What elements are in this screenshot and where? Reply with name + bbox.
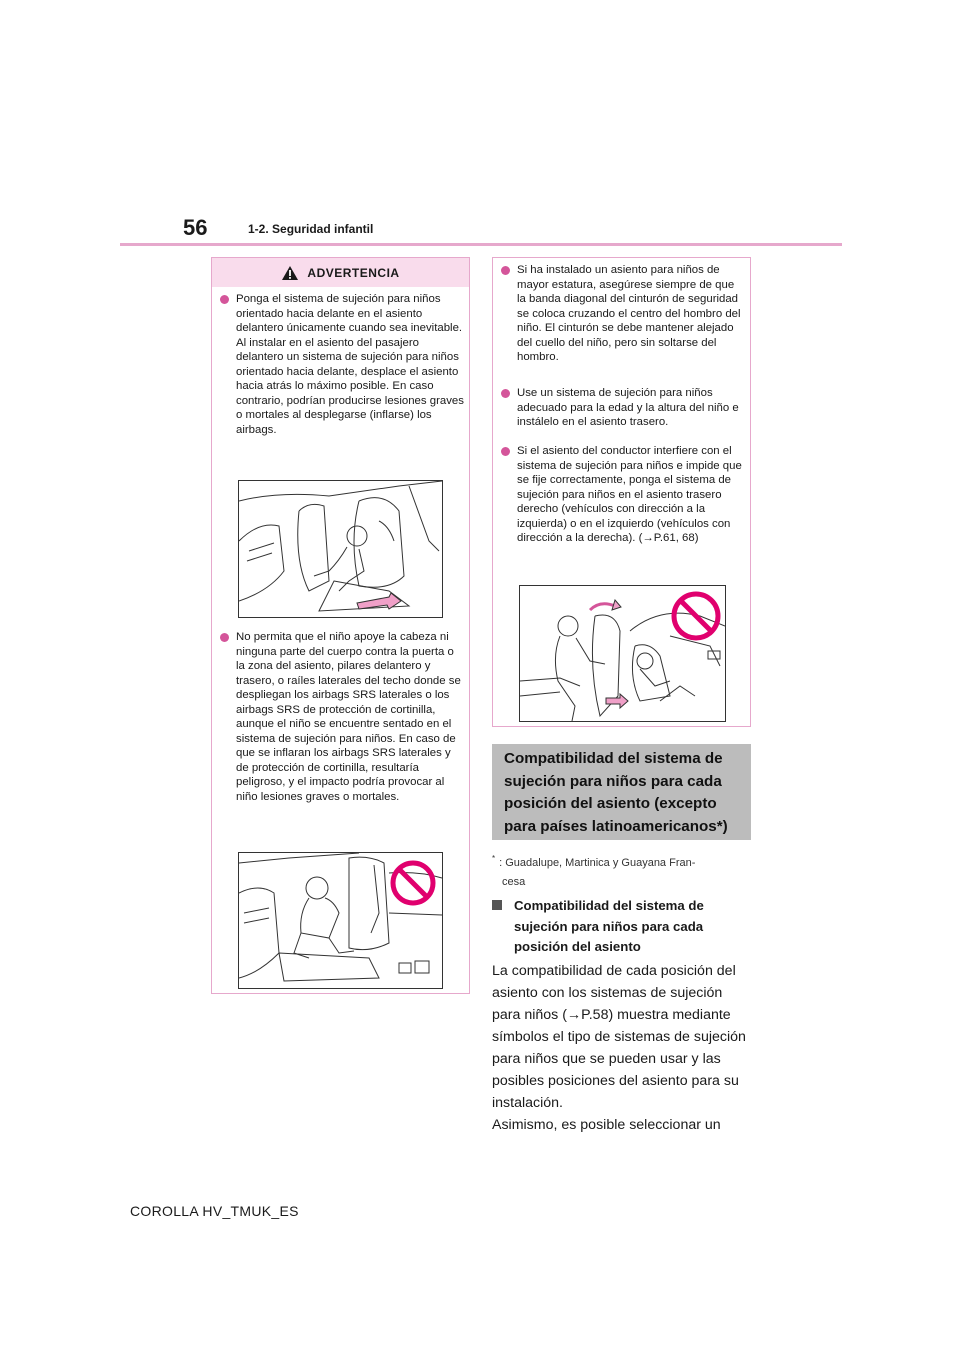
footnote (492, 849, 754, 892)
footnote-text-cont: cesa (502, 875, 526, 888)
warning-item-5 (501, 444, 745, 546)
body-text (492, 960, 754, 1136)
warning-item-1 (220, 292, 464, 437)
bullet-icon (501, 447, 510, 456)
warning-header (212, 258, 469, 287)
footnote-mark: * (492, 854, 496, 863)
prohibition-icon (389, 859, 437, 907)
prohibition-icon (670, 590, 722, 642)
bullet-icon (220, 633, 229, 642)
warning-title: ADVERTENCIA (307, 265, 400, 280)
warning-item-4 (501, 386, 745, 430)
warning-item-text: Si ha instalado un asiento para niños de mayor estatura, asegúrese siempre de que la banda diagonal del cinturón de seguridad se coloca cruzando el centro del hombro del niño. El cinturón se debe mantener alejado del cuello del niño, pero sin soltarse del hombro. (517, 264, 741, 363)
bullet-icon (220, 295, 229, 304)
subheading-text: Compatibilidad del sistema de sujeción para niños para cada posición del asiento (514, 898, 704, 954)
warning-item-text: No permita que el niño apoye la cabeza ni ninguna parte del cuerpo contra la puerta o la zona del asiento, pilares delantero y trasero, o raíles laterales del techo donde se despliegan los airbags SRS laterales o los airbags SRS de protección de cortinilla, aunque el niño se encuentre sentado en el sistema de sujeción para niños. En caso de que se inflaran los airbags SRS laterales y de protección de cortinilla, resultaría peligroso, y el impacto podría provocar al niño lesiones graves o mortales. (236, 631, 461, 803)
warning-box-left (211, 257, 470, 994)
warning-item-text: Use un sistema de sujeción para niños adecuado para la edad y la altura del niño e instálelo en el asiento trasero. (517, 387, 739, 428)
illustration-forward-facing-seat (238, 480, 443, 618)
warning-box-right (492, 257, 751, 727)
compatibility-heading-box (492, 744, 751, 840)
section-title: 1-2. Seguridad infantil (248, 222, 374, 236)
warning-item-text: Ponga el sistema de sujeción para niños orientado hacia delante en el asiento delantero únicamente cuando sea inevitable. Al instalar en el asiento del pasajero delantero un sistema de sujeción para niños orientado hacia delante, desplace el asiento hacia atrás lo máximo posible. En caso contrario, podrían producirse lesiones graves o mortales al desplegarse (inflarse) los airbags. (236, 293, 464, 436)
body-paragraph: La compatibilidad de cada posición del asiento con los sistemas de sujeción para niños (→P.58) muestra mediante símbolos el tipo de sistemas de sujeción para niños que se pueden usar y las posibles posiciones del asiento para su instalación. (492, 963, 746, 1111)
body-paragraph: Asimismo, es posible seleccionar un (492, 1117, 721, 1133)
page-number: 56 (183, 215, 208, 240)
warning-item-3 (501, 263, 745, 365)
warning-item-2 (220, 630, 464, 804)
illustration-child-leaning (238, 852, 443, 989)
bullet-icon (501, 266, 510, 275)
footnote-text: : Guadalupe, Martinica y Guayana Fran- (499, 856, 696, 869)
warning-item-text: Si el asiento del conductor interfiere con el sistema de sujeción para niños e impide que se fije correctamente, ponga el sistema de sujeción para niños en el asiento trasero derecho (vehículos con dirección a la izquierda) o en el izquierdo (vehículos con dirección a la derecha). (→P.61, 68) (517, 445, 742, 544)
warning-triangle-icon (281, 265, 299, 281)
compatibility-heading: Compatibilidad del sistema de sujeción para niños para cada posición del asiento (excepto para países latinoamericanos*) (504, 750, 728, 835)
subheading (492, 896, 754, 958)
header-rule (120, 243, 842, 246)
square-bullet-icon (492, 900, 502, 910)
footer-model: COROLLA HV_TMUK_ES (130, 1203, 299, 1219)
illustration-driver-seat-interference (519, 585, 726, 722)
bullet-icon (501, 389, 510, 398)
